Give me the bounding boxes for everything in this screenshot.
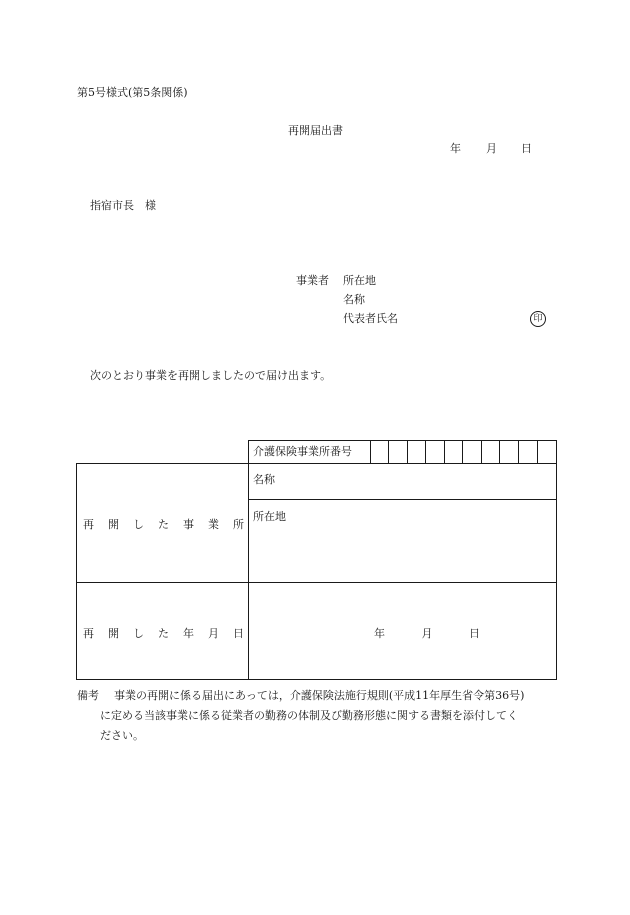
reopen-label-char: 月: [208, 627, 219, 640]
reopen-label-char: 日: [233, 627, 244, 640]
applicant-representative-label: 代表者氏名: [343, 312, 398, 325]
office-row-label: [83, 516, 244, 532]
remarks-label: 備考: [77, 689, 99, 702]
reopen-label-char: し: [133, 627, 144, 640]
reopen-date-row-label: [83, 625, 244, 641]
reopen-label-char: た: [158, 627, 169, 640]
office-name-label: 名称: [253, 473, 275, 486]
office-label-char: た: [158, 518, 169, 531]
remarks-line: ださい。: [100, 729, 144, 742]
remarks-line: 事業の再開に係る届出にあっては，介護保険法施行規則(平成11年厚生省令第36号): [114, 689, 525, 702]
office-label-char: し: [133, 518, 144, 531]
applicant-address-label: 所在地: [343, 274, 376, 287]
office-label-char: 業: [208, 518, 219, 531]
remarks-line: に定める当該事業に係る従業者の勤務の体制及び勤務形態に関する書類を添付してく: [100, 709, 518, 722]
applicant-name-label: 名称: [343, 293, 365, 306]
reopen-label-char: 開: [108, 627, 119, 640]
office-label-char: 再: [83, 518, 94, 531]
statement: 次のとおり事業を再開しましたので届け出ます。: [90, 369, 332, 382]
office-address-label: 所在地: [253, 510, 286, 523]
reopen-label-char: 再: [83, 627, 94, 640]
reopen-month-label: 月: [421, 627, 433, 640]
date-day-label: 日: [521, 142, 532, 155]
reopen-date-value: [374, 625, 480, 641]
date-year-label: 年: [450, 142, 461, 155]
applicant-label: 事業者: [296, 274, 329, 287]
reopen-label-char: 年: [183, 627, 194, 640]
office-label-char: 所: [233, 518, 244, 531]
document-title: 再開届出書: [288, 124, 343, 137]
addressee: 指宿市長 様: [90, 199, 156, 212]
insurance-number-label: 介護保険事業所番号: [253, 445, 352, 458]
office-label-char: 事: [183, 518, 194, 531]
office-label-char: 開: [108, 518, 119, 531]
seal-mark: 印: [530, 311, 546, 327]
reopen-day-label: 日: [469, 627, 480, 640]
form-number: 第5号様式(第5条関係): [77, 86, 188, 99]
date-month-label: 月: [486, 142, 497, 155]
reopen-year-label: 年: [374, 627, 385, 640]
